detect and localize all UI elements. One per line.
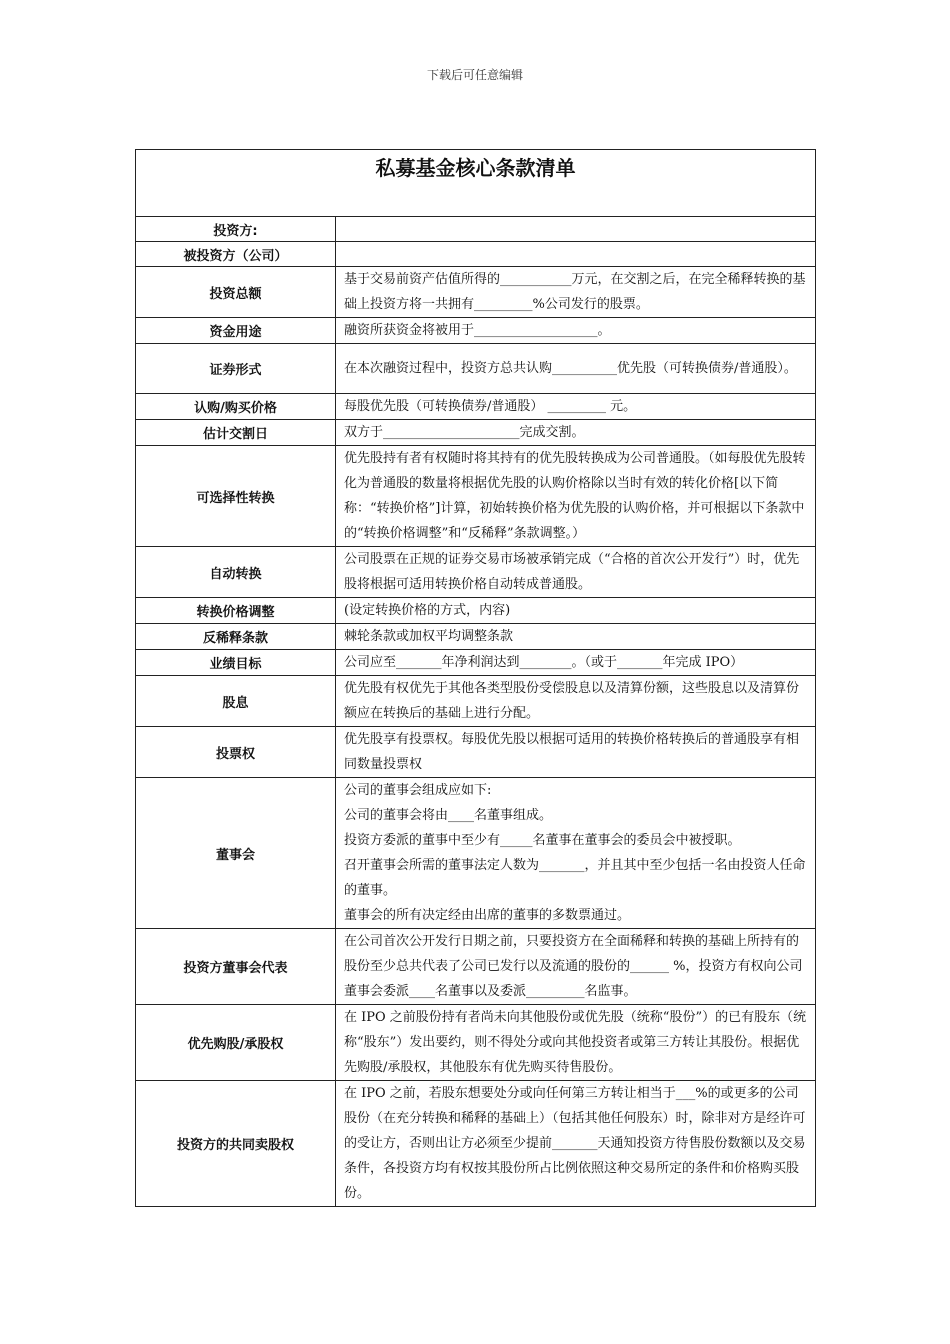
term-content-line: 在 IPO 之前股份持有者尚未向其他股份或优先股（统称“股份”）的已有股东（统称“股东”）发出要约，则不得处分或向其他投资者或第三方转让其股份。根据优先购股/承股权，其他股东有优先购买待售股份。 [344, 1010, 807, 1075]
term-content [336, 446, 816, 547]
term-content-line: 双方于_____________________完成交割。 [344, 425, 585, 440]
term-label: 证券形式 [136, 344, 336, 394]
term-label: 股息 [136, 676, 336, 727]
term-content-line: 融资所获资金将被用于___________________。 [344, 323, 611, 338]
term-content-line: 每股优先股（可转换债券/普通股） _________ 元。 [344, 399, 637, 414]
term-content [336, 547, 816, 598]
term-label: 估计交割日 [136, 420, 336, 446]
term-row [136, 778, 816, 929]
term-content [336, 394, 816, 420]
term-row [136, 676, 816, 727]
term-content-line: (设定转换价格的方式，内容) [344, 603, 511, 618]
document-title: 私募基金核心条款清单 [136, 150, 816, 217]
term-content [336, 242, 816, 267]
term-content [336, 318, 816, 344]
term-content [336, 217, 816, 242]
term-label: 认购/购买价格 [136, 394, 336, 420]
term-row [136, 624, 816, 650]
term-label: 投资总额 [136, 267, 336, 318]
term-label: 优先购股/承股权 [136, 1005, 336, 1081]
term-content [336, 727, 816, 778]
term-content-line: 董事会的所有决定经由出席的董事的多数票通过。 [344, 908, 631, 923]
term-row [136, 1005, 816, 1081]
term-content [336, 420, 816, 446]
term-row [136, 547, 816, 598]
term-content [336, 778, 816, 929]
title-row [136, 150, 816, 217]
term-label: 反稀释条款 [136, 624, 336, 650]
term-content-line: 基于交易前资产估值所得的___________万元，在交割之后，在完全稀释转换的基础上投资方将一共拥有_________%公司发行的股票。 [344, 272, 806, 312]
term-row [136, 217, 816, 242]
header-note: 下载后可任意编辑 [426, 68, 523, 82]
term-content-line: 公司的董事会将由____名董事组成。 [344, 808, 553, 823]
term-content [336, 1005, 816, 1081]
term-label: 投资方的共同卖股权 [136, 1081, 336, 1207]
term-row [136, 394, 816, 420]
term-row [136, 598, 816, 624]
term-content-line: 公司应至_______年净利润达到________。（或于_______年完成 IPO） [344, 655, 744, 670]
term-content-line: 公司股票在正规的证券交易市场被承销完成（“合格的首次公开发行”）时，优先股将根据可适用转换价格自动转成普通股。 [344, 552, 800, 592]
term-content-line: 优先股持有者有权随时将其持有的优先股转换成为公司普通股。（如每股优先股转化为普通股的数量将根据优先股的认购价格除以当时有效的转化价格[以下简称：“转换价格”]计算，初始转换价格为优先股的认购价格，并可根据以下条款中的“转换价格调整”和“反稀释”条款调整。） [344, 451, 806, 541]
term-label: 投资方: [136, 217, 336, 242]
term-label: 可选择性转换 [136, 446, 336, 547]
term-content-line: 在 IPO 之前，若股东想要处分或向任何第三方转让相当于___%的或更多的公司股份（在充分转换和稀释的基础上）（包括其他任何股东）时，除非对方是经许可的受让方，否则出让方必须至少提前_______天通知投资方待售股份数额以及交易条件，各投资方均有权按其股份所占比例依照这种交易所定的条件和价格购买股份。 [344, 1086, 806, 1201]
term-label: 投资方董事会代表 [136, 929, 336, 1005]
term-row [136, 650, 816, 676]
term-content [336, 676, 816, 727]
term-row [136, 267, 816, 318]
term-content-line: 在本次融资过程中，投资方总共认购__________优先股（可转换债券/普通股）。 [344, 361, 797, 376]
term-content [336, 929, 816, 1005]
term-row [136, 318, 816, 344]
term-content-line: 在公司首次公开发行日期之前，只要投资方在全面稀释和转换的基础上所持有的股份至少总共代表了公司已发行以及流通的股份的______ %，投资方有权向公司董事会委派____名董事以及委派_________名监事。 [344, 934, 803, 999]
term-content [336, 267, 816, 318]
term-content [336, 344, 816, 394]
term-label: 被投资方（公司） [136, 242, 336, 267]
term-content-line: 优先股享有投票权。每股优先股以根据可适用的转换价格转换后的普通股享有相同数量投票权 [344, 732, 800, 772]
term-content [336, 1081, 816, 1207]
term-content [336, 598, 816, 624]
term-label: 自动转换 [136, 547, 336, 598]
term-label: 资金用途 [136, 318, 336, 344]
term-row [136, 446, 816, 547]
term-row [136, 929, 816, 1005]
term-content-line: 优先股有权优先于其他各类型股份受偿股息以及清算份额，这些股息以及清算份额应在转换后的基础上进行分配。 [344, 681, 800, 721]
term-content-line: 召开董事会所需的董事法定人数为_______，并且其中至少包括一名由投资人任命的董事。 [344, 858, 806, 898]
term-label: 董事会 [136, 778, 336, 929]
term-label: 业绩目标 [136, 650, 336, 676]
term-row [136, 420, 816, 446]
term-content-line: 棘轮条款或加权平均调整条款 [344, 629, 514, 644]
term-row [136, 727, 816, 778]
term-row [136, 1081, 816, 1207]
term-row [136, 242, 816, 267]
term-content-line: 投资方委派的董事中至少有_____名董事在董事会的委员会中被授职。 [344, 833, 741, 848]
term-content-line: 公司的董事会组成应如下: [344, 783, 492, 798]
term-content [336, 624, 816, 650]
term-label: 投票权 [136, 727, 336, 778]
term-sheet-table [135, 149, 816, 1207]
term-row [136, 344, 816, 394]
term-label: 转换价格调整 [136, 598, 336, 624]
term-content [336, 650, 816, 676]
